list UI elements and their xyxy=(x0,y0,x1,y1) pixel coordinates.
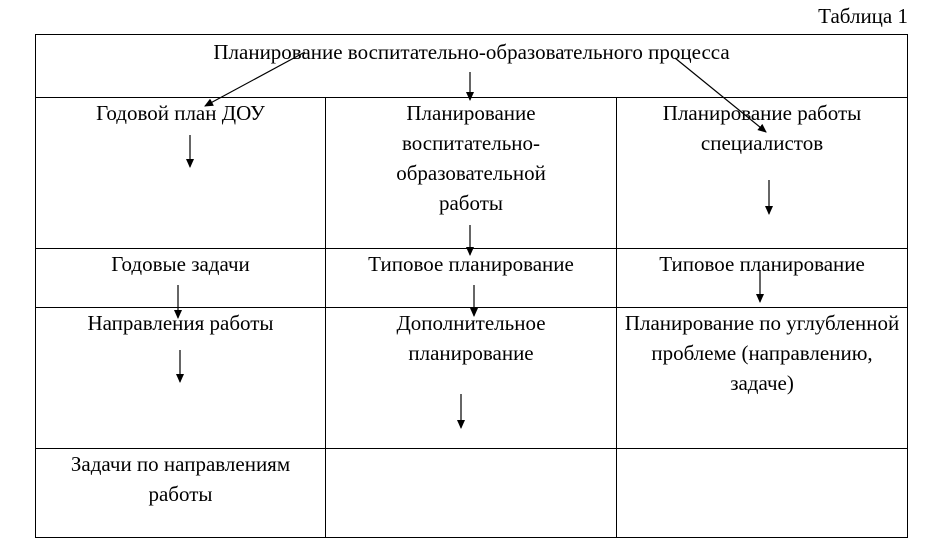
cell-text: Направления работы xyxy=(87,311,274,335)
table-row xyxy=(36,98,908,249)
cell-text: Типовое планирование xyxy=(659,252,865,276)
cell-educational-work xyxy=(326,98,617,249)
cell-text: Планирование по углубленной проблеме (направлению, задаче) xyxy=(624,311,900,395)
table-row xyxy=(36,449,908,538)
cell-additional-planning xyxy=(326,308,617,449)
cell-text: Типовое планирование xyxy=(368,252,574,276)
header-title: Планирование воспитательно-образовательного процесса xyxy=(213,40,730,64)
cell-annual-tasks xyxy=(36,249,326,308)
cell-specialists xyxy=(617,98,908,249)
cell-deep-problem xyxy=(617,308,908,449)
cell-tasks-by-direction xyxy=(36,449,326,538)
cell-annual-plan xyxy=(36,98,326,249)
cell-text: Годовой план ДОУ xyxy=(96,101,265,125)
header-row xyxy=(36,35,908,98)
cell-typical-planning-2 xyxy=(617,249,908,308)
cell-text: Задачи по направлениям работы xyxy=(70,452,291,506)
table-row xyxy=(36,308,908,449)
table-caption: Таблица 1 xyxy=(818,4,908,28)
planning-table xyxy=(35,34,908,538)
cell-text: Планирование воспитательно-образовательной работы xyxy=(396,101,546,215)
cell-empty-1 xyxy=(326,449,617,538)
cell-text: Планирование работы специалистов xyxy=(662,101,862,155)
cell-text: Годовые задачи xyxy=(111,252,250,276)
table-row xyxy=(36,249,908,308)
cell-work-directions xyxy=(36,308,326,449)
cell-empty-2 xyxy=(617,449,908,538)
header-cell xyxy=(36,35,908,98)
cell-text: Дополнительное планирование xyxy=(396,311,546,365)
cell-typical-planning-1 xyxy=(326,249,617,308)
